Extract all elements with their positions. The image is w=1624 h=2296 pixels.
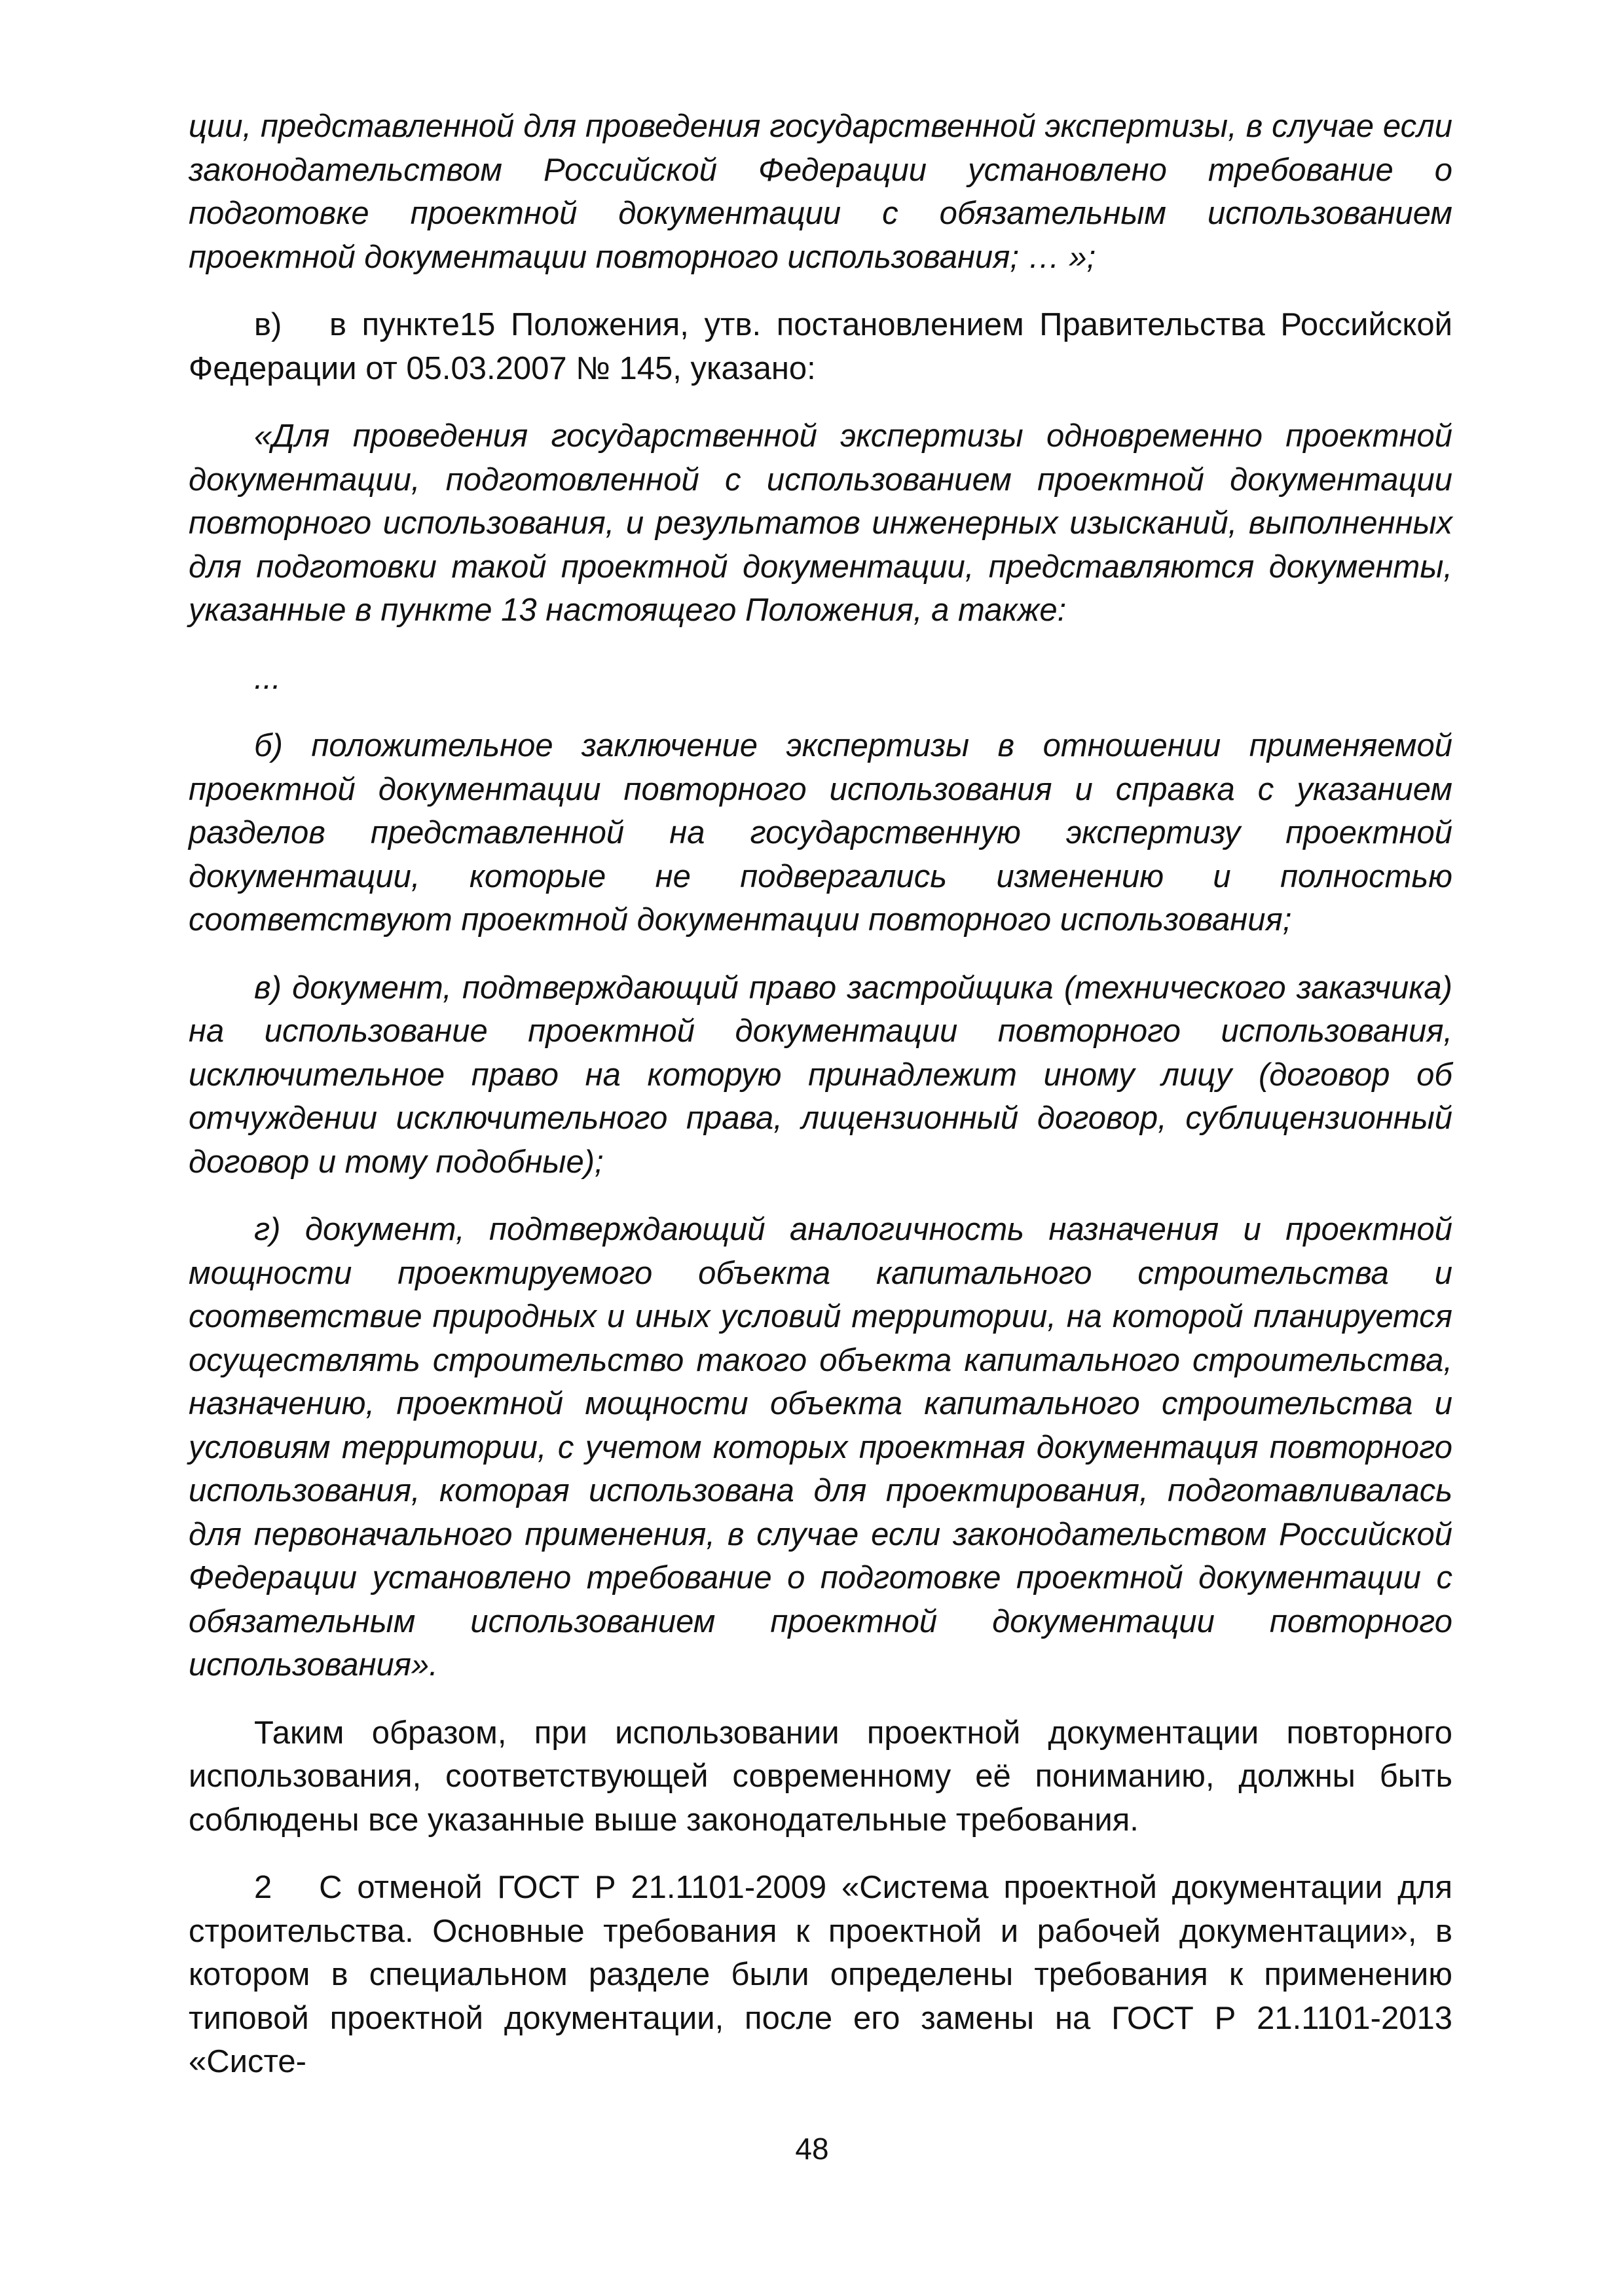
paragraph-item-v-clause-15: в) в пункте15 Положения, утв. постановлением Правительства Российской Федерации от 05.03.2007 № 145, указано: bbox=[189, 307, 1452, 386]
paragraph-quote-intro: «Для проведения государственной экспертизы одновременно проектной документации, подготовленной с использованием проектной документации повторного использования, и результатов инженерных изысканий, выполненных для подготовки такой проектной документации, представляются документы, указанные в пункте 13 настоящего Положения, а также: bbox=[189, 418, 1452, 628]
paragraph-subitem-v: в) документ, подтверждающий право застройщика (технического заказчика) на использование проектной документации повторного использования, исключительное право на которую принадлежит иному лицу (договор об отчуждении исключительного права, лицензионный договор, сублицензионный договор и тому подобные); bbox=[189, 970, 1452, 1180]
paragraph-conclusion: Таким образом, при использовании проектной документации повторного использования, соответствующей современному её пониманию, должны быть соблюдены все указанные выше законодательные требования. bbox=[189, 1715, 1452, 1838]
paragraph-subitem-g: г) документ, подтверждающий аналогичность назначения и проектной мощности проектируемого объекта капитального строительства и соответствие природных и иных условий территории, на которой планируется осуществлять строительство такого объекта капитального строительства, назначению, проектной мощности объекта капитального строительства и условиям территории, с учетом которых проектная документация повторного использования, которая использована для проектирования, подготавливалась для первоначального применения, в случае если законодательством Российской Федерации установлено требование о подготовке проектной документации с обязательным использованием проектной документации повторного использования». bbox=[189, 1212, 1452, 1683]
page-number: 48 bbox=[795, 2132, 829, 2166]
paragraph-continued-quote: ции, представленной для проведения государственной экспертизы, в случае если законодательством Российской Федерации установлено требование о подготовке проектной документации с обязательным использованием проектной документации повторного использования; … »; bbox=[189, 109, 1452, 275]
paragraph-ellipsis: ... bbox=[254, 660, 281, 696]
paragraph-section-2: 2 С отменой ГОСТ Р 21.1101-2009 «Система проектной документации для строительства. Основные требования к проектной и рабочей документации», в котором в специальном разделе были определены требования к применению типовой проектной документации, после его замены на ГОСТ Р 21.1101-2013 «Систе- bbox=[189, 1870, 1452, 2079]
document-body bbox=[189, 105, 1452, 2084]
paragraph-subitem-b: б) положительное заключение экспертизы в отношении применяемой проектной документации повторного использования и справка с указанием разделов представленной на государственную экспертизу проектной документации, которые не подвергались изменению и полностью соответствуют проектной документации повторного использования; bbox=[189, 728, 1452, 938]
